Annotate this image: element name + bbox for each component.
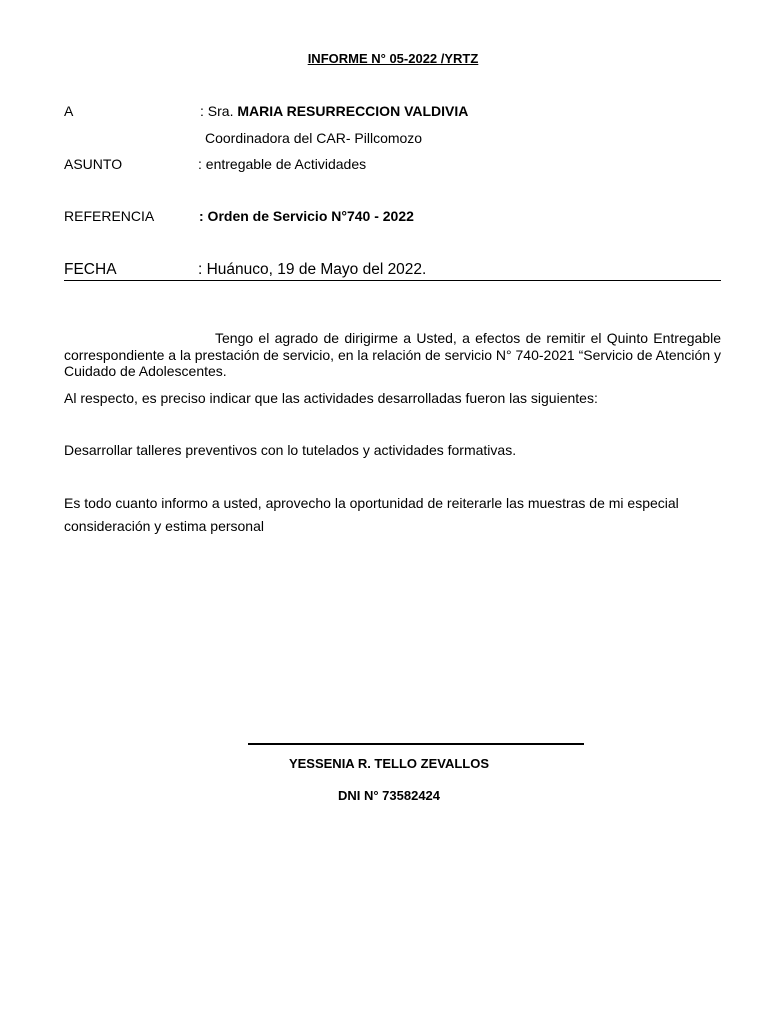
signer-dni: DNI N° 73582424: [337, 788, 441, 803]
recipient-line: [200, 103, 468, 119]
body-paragraph-closing: Es todo cuanto informo a usted, aprovecho la oportunidad de reiterarle las muestras de mi especial consideración y estima personal: [64, 495, 679, 534]
reference-label: REFERENCIA: [64, 208, 155, 224]
subject-label: ASUNTO: [64, 156, 123, 172]
date-label: FECHA: [64, 261, 117, 278]
recipient-label: A: [64, 103, 74, 119]
recipient-role: Coordinadora del CAR- Pillcomozo: [205, 130, 423, 146]
header-divider: [64, 280, 721, 281]
signature-line: [248, 743, 584, 745]
recipient-prefix: : Sra.: [200, 103, 238, 119]
body-paragraph-intro: Tengo el agrado de dirigirme a Usted, a efectos de remitir el Quinto Entregable correspondiente a la prestación de servicio, en la relación de servicio N° 740-2021 “Servicio de Atención y Cuidado de Adolescentes.: [64, 330, 721, 379]
reference-value: : Orden de Servicio N°740 - 2022: [199, 208, 414, 224]
document-title: INFORME N° 05-2022 /YRTZ: [307, 51, 479, 66]
date-value: : Huánuco, 19 de Mayo del 2022.: [198, 261, 427, 278]
subject-value: : entregable de Actividades: [198, 156, 367, 172]
signer-name: YESSENIA R. TELLO ZEVALLOS: [288, 756, 490, 771]
body-paragraph-activity: Desarrollar talleres preventivos con lo tutelados y actividades formativas.: [64, 442, 517, 458]
recipient-name: MARIA RESURRECCION VALDIVIA: [237, 103, 469, 119]
body-paragraph-activities-intro: Al respecto, es preciso indicar que las actividades desarrolladas fueron las siguientes:: [64, 390, 598, 406]
